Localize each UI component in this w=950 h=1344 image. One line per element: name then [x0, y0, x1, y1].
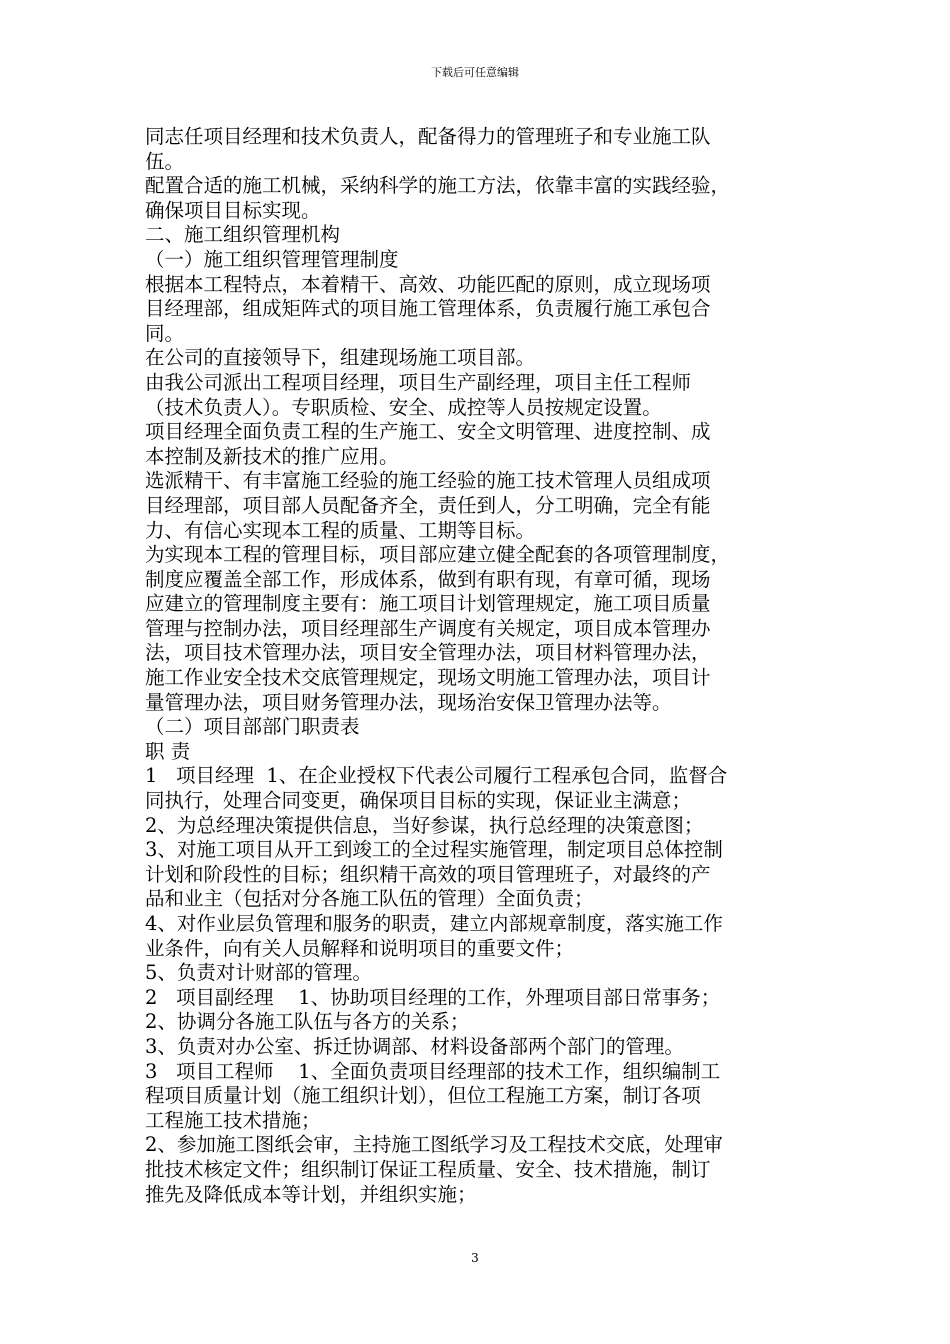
text-line: 推先及降低成本等计划，并组织实施； [145, 1182, 477, 1206]
text-line: 为实现本工程的管理目标，项目部应建立健全配套的各项管理制度， [145, 543, 731, 567]
text-line: 本控制及新技术的推广应用。 [145, 444, 399, 468]
text-line: 3、负责对办公室、拆迁协调部、材料设备部两个部门的管理。 [145, 1034, 684, 1058]
text-line: 批技术核定文件；组织制订保证工程质量、安全、技术措施，制订 [145, 1157, 711, 1181]
text-line: 1 项目经理 1、在企业授权下代表公司履行工程承包合同，监督合 [145, 764, 728, 788]
text-line: 量管理办法，项目财务管理办法，现场治安保卫管理办法等。 [145, 690, 672, 714]
text-line: 5、负责对计财部的管理。 [145, 961, 372, 985]
table-header: 职 责 [145, 739, 191, 763]
text-line: 管理与控制办法，项目经理部生产调度有关规定，项目成本管理办 [145, 616, 711, 640]
text-line: 3 项目工程师 1、全面负责项目经理部的技术工作，组织编制工 [145, 1059, 721, 1083]
text-line: 计划和阶段性的目标；组织精干高效的项目管理班子，对最终的产 [145, 862, 711, 886]
text-line: 2、为总经理决策提供信息，当好参谋，执行总经理的决策意图； [145, 813, 704, 837]
text-line: 施工作业安全技术交底管理规定，现场文明施工管理办法，项目计 [145, 666, 711, 690]
text-line: 同志任项目经理和技术负责人，配备得力的管理班子和专业施工队 [145, 125, 711, 148]
subsection-heading: （一）施工组织管理管理制度 [145, 247, 399, 271]
text-line: 目经理部，组成矩阵式的项目施工管理体系，负责履行施工承包合 [145, 297, 711, 321]
text-line: 由我公司派出工程项目经理，项目生产副经理，项目主任工程师 [145, 370, 692, 394]
text-line: 2 项目副经理 1、协助项目经理的工作，外理项目部日常事务； [145, 985, 721, 1009]
text-line: 目经理部，项目部人员配备齐全，责任到人，分工明确，完全有能 [145, 493, 711, 517]
text-line: 程项目质量计划（施工组织计划），但位工程施工方案，制订各项 [145, 1084, 701, 1108]
text-line: （技术负责人）。专职质检、安全、成控等人员按规定设置。 [145, 395, 662, 419]
page-number: 3 [471, 1251, 479, 1265]
section-heading: 二、施工组织管理机构 [145, 223, 341, 247]
text-line: 力、有信心实现本工程的质量、工期等目标。 [145, 518, 536, 542]
text-line: 根据本工程特点，本着精干、高效、功能匹配的原则，成立现场项 [145, 272, 711, 296]
text-line: 确保项目目标实现。 [145, 198, 321, 222]
text-line: 应建立的管理制度主要有：施工项目计划管理规定，施工项目质量 [145, 592, 711, 616]
text-line: 4、对作业层负管理和服务的职责，建立内部规章制度，落实施工作 [145, 912, 723, 935]
text-line: 选派精干、有丰富施工经验的施工经验的施工技术管理人员组成项 [145, 469, 711, 493]
subsection-heading: （二）项目部部门职责表 [145, 715, 360, 739]
text-line: 制度应覆盖全部工作，形成体系，做到有职有现，有章可循，现场 [145, 567, 711, 591]
text-line: 3、对施工项目从开工到竣工的全过程实施管理，制定项目总体控制 [145, 838, 723, 862]
text-line: 工程施工技术措施； [145, 1108, 321, 1132]
text-line: 同。 [145, 321, 185, 345]
text-line: 2、参加施工图纸会审，主持施工图纸学习及工程技术交底，处理审 [145, 1133, 723, 1157]
document-body [145, 125, 813, 1207]
text-line: 法，项目技术管理办法，项目安全管理办法，项目材料管理办法， [145, 641, 711, 665]
text-line: 2、协调分各施工队伍与各方的关系； [145, 1010, 470, 1034]
text-line: 项目经理全面负责工程的生产施工、安全文明管理、进度控制、成 [145, 420, 711, 444]
text-line: 品和业主（包括对分各施工队伍的管理）全面负责； [145, 887, 594, 911]
page-header: 下载后可任意编辑 [431, 66, 519, 79]
text-line: 配置合适的施工机械，采纳科学的施工方法，依靠丰富的实践经验， [145, 174, 731, 198]
text-line: 在公司的直接领导下，组建现场施工项目部。 [145, 346, 536, 370]
text-line: 伍。 [145, 149, 185, 173]
text-line: 同执行，处理合同变更，确保项目目标的实现，保证业主满意； [145, 789, 692, 813]
text-line: 业条件，向有关人员解释和说明项目的重要文件； [145, 936, 575, 960]
